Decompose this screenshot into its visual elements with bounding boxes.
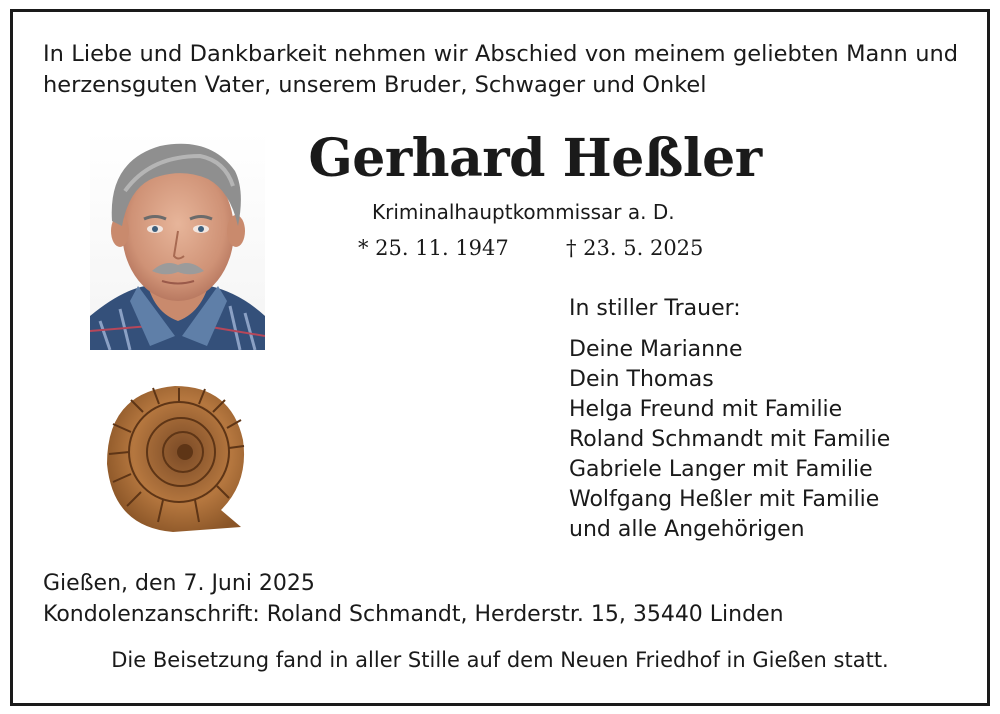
birth-date: * 25. 11. 1947 xyxy=(358,236,509,260)
intro-text: In Liebe und Dankbarkeit nehmen wir Abschied von meinem geliebten Mann und herzensguten Vater, unserem Bruder, Schwager und Onkel xyxy=(43,41,958,98)
family-member: Roland Schmandt mit Familie xyxy=(569,427,891,452)
ammonite-fossil-image xyxy=(103,382,249,532)
funeral-note: Die Beisetzung fand in aller Stille auf dem Neuen Friedhof in Gießen statt. xyxy=(111,648,889,672)
mourning-heading: In stiller Trauer: xyxy=(569,296,741,321)
condolence-address: Kondolenzanschrift: Roland Schmandt, Herderstr. 15, 35440 Linden xyxy=(43,602,784,627)
family-member: Helga Freund mit Familie xyxy=(569,397,843,422)
family-list xyxy=(569,335,890,545)
deceased-name: Gerhard Heßler xyxy=(308,128,762,189)
family-member: Wolfgang Heßler mit Familie xyxy=(569,487,880,512)
death-date: † 23. 5. 2025 xyxy=(566,236,704,260)
professional-title: Kriminalhauptkommissar a. D. xyxy=(372,200,675,224)
family-member: und alle Angehörigen xyxy=(569,517,805,542)
family-member: Dein Thomas xyxy=(569,367,714,392)
place-date: Gießen, den 7. Juni 2025 xyxy=(43,571,315,596)
family-member: Gabriele Langer mit Familie xyxy=(569,457,873,482)
family-member: Deine Marianne xyxy=(569,337,743,362)
